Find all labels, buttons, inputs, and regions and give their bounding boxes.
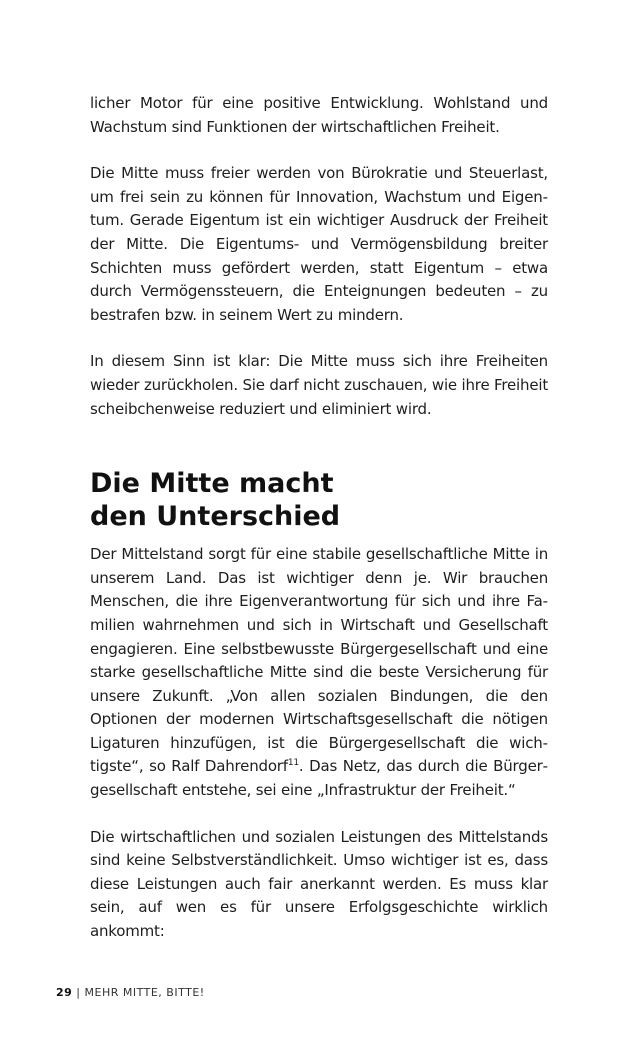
paragraph-buerokratie: Die Mitte muss freier werden von Bürokratie und Steuerlast, um frei sein zu können für Innovation, Wachstum und Eigentum. Gerade Eigentum ist ein wichtiger Ausdruck der Freiheit der Mitte. Die Eigentums- und Vermögensbildung breiter Schichten muss gefördert werden, statt Eigentum – etwa durch Vermögenssteuern, die Enteignungen bedeuten – zu bestrafen bzw. in seinem Wert zu mindern. [90, 164, 548, 324]
page-footer [56, 986, 205, 999]
footer-separator: | [72, 986, 85, 999]
paragraph-motor: licher Motor für eine positive Entwicklung. Wohlstand und Wachstum sind Funktionen der wirtschaftlichen Freiheit. [90, 94, 548, 136]
page-number: 29 [56, 986, 73, 999]
section-heading [90, 467, 548, 533]
paragraph-freiheiten: In diesem Sinn ist klar: Die Mitte muss sich ihre Freiheiten wieder zurückholen. Sie darf nicht zuschauen, wie ihre Freiheit scheibchenweise reduziert und eliminiert wird. [90, 352, 548, 418]
paragraph-mittelstand-text: Der Mittelstand sorgt für eine stabile gesellschaftliche Mitte in unserem Land. Das ist wichtiger denn je. Wir brauchen Menschen, die ihre Eigenverantwortung für sich und ihre Familien wahrnehmen und sich in Wirtschaft und Gesellschaft engagieren. Eine selbstbewusste Bürgergesellschaft und eine starke gesellschaftliche Mitte sind die beste Versicherung für unsere Zukunft. „Von allen sozialen Bindungen, die den Optionen der modernen Wirtschaftsgesellschaft die nötigen Ligaturen hinzufügen, ist die Bürgergesellschaft die wichtigste“, so Ralf Dahrendorf [90, 545, 548, 776]
book-title: MEHR MITTE, BITTE! [84, 986, 205, 999]
footnote-marker: 11 [287, 758, 299, 769]
section-heading-line2: den Unterschied [90, 501, 341, 533]
paragraph-leistungen: Die wirtschaftlichen und sozialen Leistungen des Mittelstands sind keine Selbstverständlichkeit. Umso wichtiger ist es, dass diese Leistungen auch fair anerkannt werden. Es muss klar sein, auf wen es für unsere Erfolgsgeschichte wirklich ankommt: [90, 827, 548, 941]
page-body [90, 92, 548, 944]
paragraph-mittelstand-text-end: . Das Netz, das durch die Bürgergesellschaft entstehe, sei eine „Infrastruktur der Freiheit.“ [90, 757, 548, 800]
section-heading-line1: Die Mitte macht [90, 468, 334, 500]
paragraph-mittelstand [90, 543, 548, 803]
